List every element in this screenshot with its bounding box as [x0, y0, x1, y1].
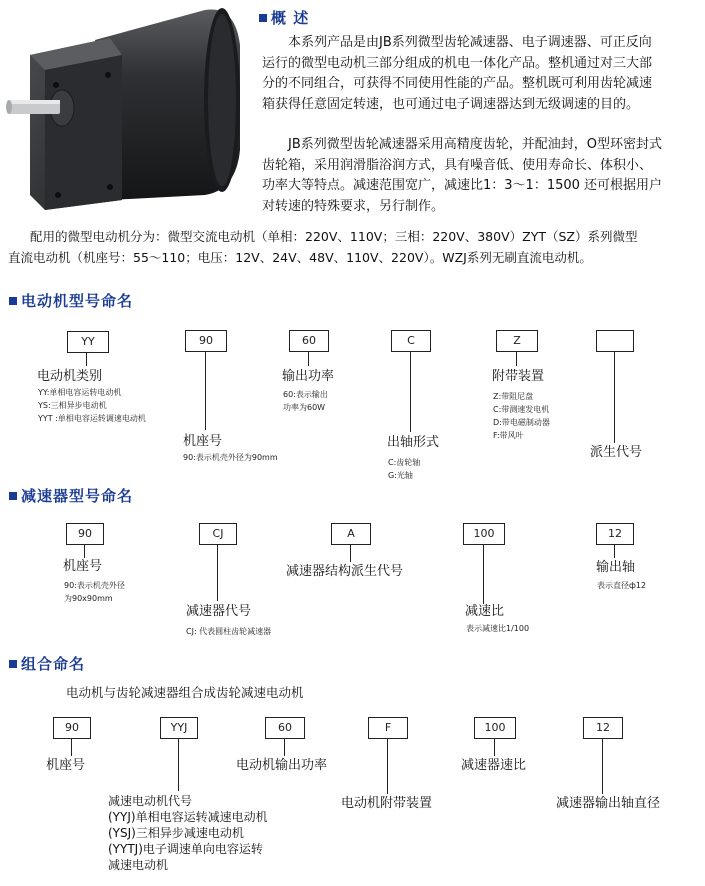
code-box-frame-size: 90 [66, 523, 104, 545]
leader-line [410, 352, 411, 432]
code-box-shaft-type: C [391, 330, 431, 352]
field-note: 表示减速比1/100 [466, 624, 530, 633]
field-note: YY:单相电容运转电动机 [38, 388, 122, 397]
field-note: 表示直径ф12 [597, 581, 647, 590]
field-label: 输出轴 [596, 560, 636, 575]
code-box-geared-motor-code: YYJ [160, 717, 198, 739]
field-label: 机座号 [183, 434, 223, 449]
field-note: D:带电磁制动器 [493, 418, 550, 427]
field-label: 电动机附带装置 [341, 796, 433, 811]
text-line: 配用的微型电动机分为：微型交流电动机（单相：220V、110V；三相：220V、380V）ZYT（SZ）系列微型 [30, 229, 638, 244]
leader-line [350, 545, 351, 562]
code-box-output-shaft: 12 [596, 523, 634, 545]
motor-naming-title: 电动机型号命名 [21, 292, 134, 310]
overview-paragraph-1 [262, 33, 652, 115]
leader-line [217, 545, 218, 601]
overview-paragraph-3 [8, 226, 637, 268]
code-box-attachment: F [368, 717, 408, 739]
leader-line [284, 739, 285, 756]
gear-motor-photo [0, 0, 255, 225]
field-note: CJ: 代表圆柱齿轮减速器 [186, 627, 272, 636]
leader-line [205, 352, 206, 430]
section-marker [9, 297, 17, 305]
code-box-reducer-code: CJ [199, 523, 237, 545]
code-box-frame-size: 90 [185, 330, 227, 352]
text-line: 功率大等特点。减速范围宽广，减速比1：3～1：1500 还可根据用户 [262, 178, 663, 193]
text-line: 箱获得任意固定转速，也可通过电子调速器达到无级调速的目的。 [262, 96, 640, 112]
text-line: 直流电动机（机座号：55～110；电压：12V、24V、48V、110V、220V）。WZJ系列无刷直流电动机。 [8, 250, 592, 265]
field-note: 90:表示机壳外径为90mm [183, 453, 278, 462]
field-label: 出轴形式 [387, 435, 440, 450]
field-label: 派生代号 [590, 445, 643, 460]
text-line: 对转速的特殊要求，另行制作。 [262, 198, 445, 214]
combo-subtitle: 电动机与齿轮减速器组合成齿轮减速电动机 [66, 685, 304, 700]
field-note: (YSJ)三相异步减速电动机 [108, 826, 244, 840]
field-label: 减速器结构派生代号 [286, 564, 404, 579]
field-label: 减速比 [465, 604, 505, 619]
leader-line [516, 352, 517, 366]
leader-line [602, 739, 603, 794]
field-note: F:带风叶 [493, 431, 524, 440]
code-box-ratio: 100 [474, 717, 516, 739]
field-note: 60:表示输出 [283, 390, 328, 399]
leader-line [308, 352, 309, 366]
field-label: 减速器代号 [186, 604, 252, 619]
leader-line [494, 739, 495, 756]
field-note: (YYJ)单相电容运转减速电动机 [108, 810, 268, 824]
leader-line [84, 545, 85, 558]
text-line: 本系列产品是由JB系列微型齿轮减速器、电子调速器、可正反向 [288, 35, 652, 50]
leader-line [387, 739, 388, 794]
field-label: 电动机类别 [37, 369, 103, 384]
field-label: 机座号 [63, 559, 103, 574]
text-line: 分的不同组合，可获得不同使用性能的产品。整机既可利用齿轮减速 [262, 76, 653, 91]
field-note: 90:表示机壳外径 [64, 581, 125, 590]
field-note: YS:三相异步电动机 [38, 401, 107, 410]
field-note: 为90x90mm [64, 594, 113, 603]
code-box-ratio: 100 [463, 523, 505, 545]
field-label: 机座号 [46, 758, 86, 773]
reducer-naming-title: 减速器型号命名 [21, 487, 134, 505]
leader-line [71, 739, 72, 756]
section-marker [9, 492, 17, 500]
section-marker [9, 660, 17, 668]
leader-line [614, 352, 615, 443]
code-box-structure: A [331, 523, 371, 545]
code-box-output-shaft: 12 [583, 717, 623, 739]
code-box-frame-size: 90 [53, 717, 91, 739]
code-box-output-power: 60 [289, 330, 329, 352]
field-label: 附带装置 [492, 369, 545, 384]
text-line: 运行的微型电动机三部分组成的机电一体化产品。整机通过对三大部 [262, 55, 653, 71]
code-box-derivative [596, 330, 634, 352]
leader-line [614, 545, 615, 558]
overview-paragraph-2 [262, 135, 662, 217]
field-label: 输出功率 [282, 369, 335, 384]
code-box-motor-power: 60 [265, 717, 305, 739]
leader-line [483, 545, 484, 604]
combo-naming-title: 组合命名 [21, 655, 86, 673]
leader-line [86, 353, 87, 366]
overview-title: 概 述 [271, 9, 310, 27]
field-note: 减速电动机 [108, 858, 169, 872]
code-box-attachment: Z [496, 330, 538, 352]
field-label: 减速电动机代号 [108, 794, 193, 808]
text-line: JB系列微型齿轮减速器采用高精度齿轮，并配油封，O型环密封式 [288, 137, 662, 152]
field-note: Z:带阻尼盘 [493, 392, 534, 401]
text-line: 齿轮箱，采用润滑脂浴润方式，具有噪音低、使用寿命长、体积小、 [262, 157, 653, 173]
field-note: 功率为60W [283, 403, 326, 412]
field-note: (YYTJ)电子调速单向电容运转 [108, 842, 263, 856]
section-marker [259, 14, 267, 22]
field-label: 减速器输出轴直径 [556, 796, 661, 811]
code-box-motor-category: YY [67, 331, 109, 353]
field-label: 减速器速比 [461, 758, 527, 773]
field-label: 电动机输出功率 [236, 758, 328, 773]
field-note: YYT :单相电容运转调速电动机 [38, 414, 146, 423]
leader-line [178, 739, 179, 791]
field-note: C:齿轮轴 [388, 458, 421, 467]
field-note: G:光轴 [388, 471, 413, 480]
field-note: C:带测速发电机 [493, 405, 550, 414]
